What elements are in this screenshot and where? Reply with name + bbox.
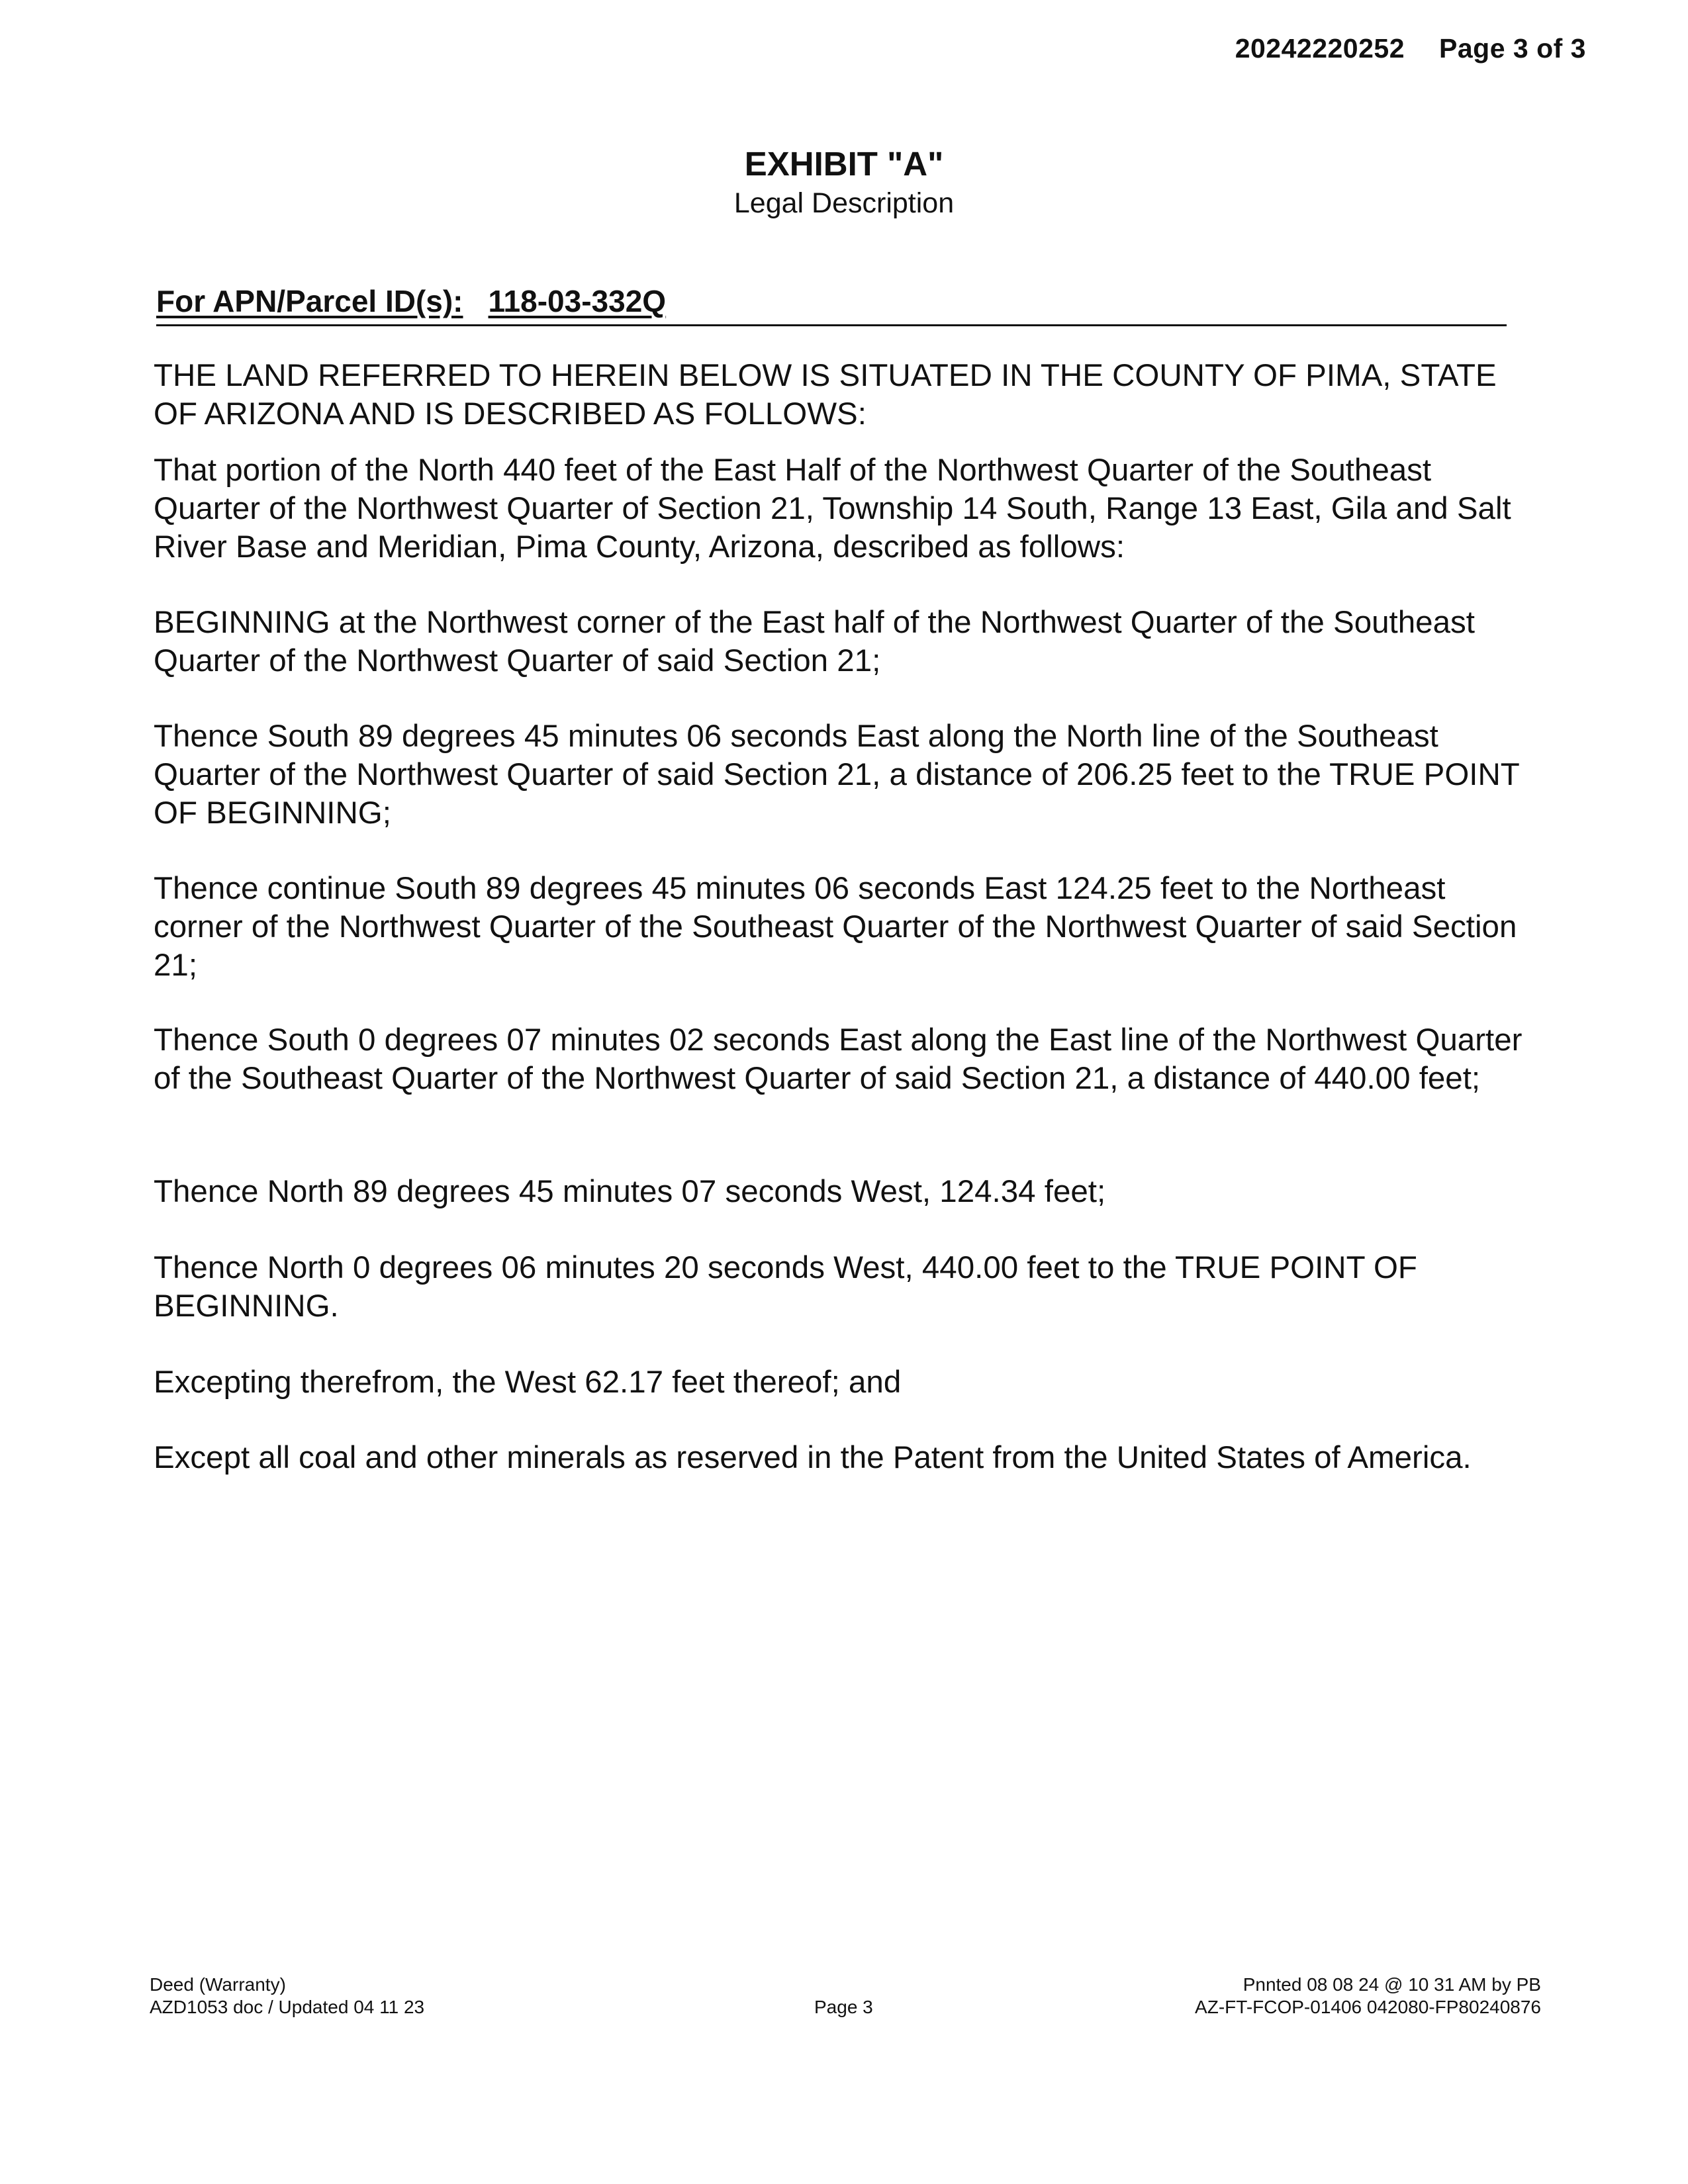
beginning-paragraph: BEGINNING at the Northwest corner of the East half of the Northwest Quarter of the Southeast Quarter of the Northwest Quarter of said Section 21; [154, 605, 1475, 678]
page-label: Page 3 of 3 [1439, 33, 1586, 64]
exhibit-subtitle: Legal Description [733, 187, 955, 219]
footer-form-name: Deed (Warranty) [150, 1974, 286, 1995]
course-paragraph-1: Thence South 89 degrees 45 minutes 06 seconds East along the North line of the Southeast Quarter of the Northwest Quarter of said Section 21, a distance of 206.25 feet to the TRUE POINT OF BEGINNING; [154, 719, 1519, 831]
document-number: 20242220252 [1235, 33, 1405, 64]
course-paragraph-2: Thence continue South 89 degrees 45 minutes 06 seconds East 124.25 feet to the Northeast corner of the Northwest Quarter of the Southeast Quarter of the Northwest Quarter of said Section 21; [154, 871, 1517, 983]
footer-printed-stamp: Pnnted 08 08 24 @ 10 31 AM by PB [1243, 1974, 1541, 1995]
footer-page-number: Page 3 [814, 1997, 873, 2017]
exhibit-title: EXHIBIT "A" [744, 145, 944, 183]
exception-paragraph-2: Except all coal and other minerals as reserved in the Patent from the United States of America. [154, 1440, 1472, 1475]
footer-form-info [150, 1974, 424, 2019]
parcel-heading [156, 283, 1507, 326]
course-paragraph-5: Thence North 0 degrees 06 minutes 20 seconds West, 440.00 feet to the TRUE POINT OF BEGINNING. [154, 1250, 1417, 1324]
course-paragraph-4: Thence North 89 degrees 45 minutes 07 seconds West, 124.34 feet; [154, 1174, 1106, 1209]
footer-print-info [1195, 1974, 1541, 2019]
county-statement: THE LAND REFERRED TO HEREIN BELOW IS SITUATED IN THE COUNTY OF PIMA, STATE OF ARIZONA AND IS DESCRIBED AS FOLLOWS: [154, 358, 1497, 432]
parcel-label: For APN/Parcel ID(s): [156, 284, 463, 318]
footer-form-code: AZD1053 doc / Updated 04 11 23 [150, 1997, 425, 2017]
footer-file-code: AZ-FT-FCOP-01406 042080-FP80240876 [1195, 1997, 1541, 2017]
course-paragraph-3: Thence South 0 degrees 07 minutes 02 seconds East along the East line of the Northwest Quarter of the Southeast Quarter of the Northwest Quarter of said Section 21, a distance of 440.00 feet; [154, 1023, 1523, 1096]
document-reference [1235, 33, 1586, 64]
exception-paragraph-1: Excepting therefrom, the West 62.17 feet thereof; and [154, 1365, 902, 1400]
portion-description: That portion of the North 440 feet of the East Half of the Northwest Quarter of the Southeast Quarter of the Northwest Quarter of Section 21, Township 14 South, Range 13 East, Gila and Salt River Base and Meridian, Pima County, Arizona, described as follows: [154, 453, 1511, 565]
parcel-id: 118-03-332Q [488, 284, 667, 318]
